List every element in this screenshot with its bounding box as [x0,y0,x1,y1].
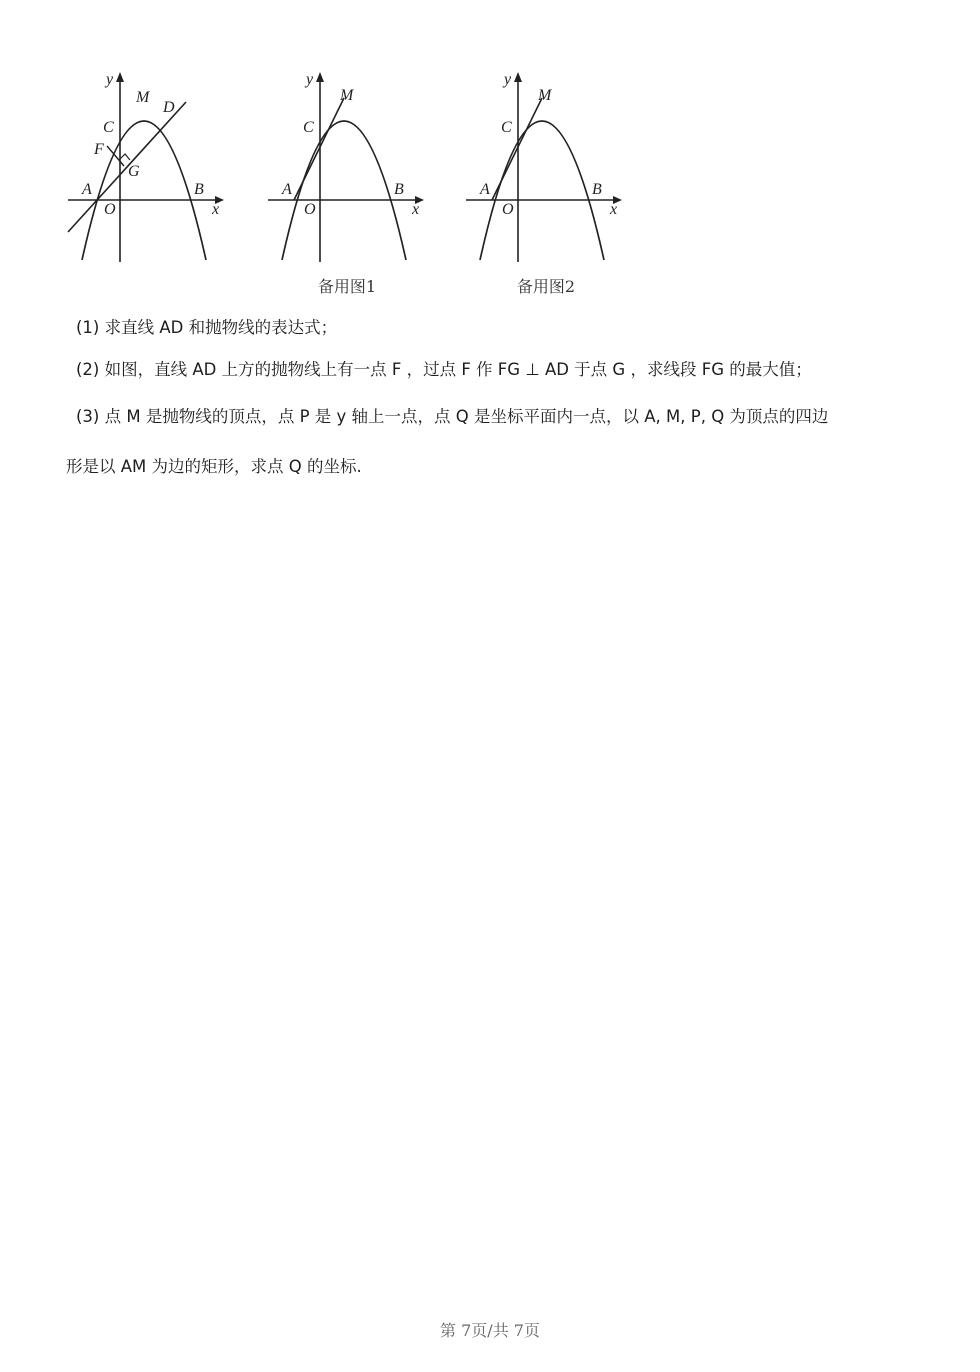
y-axis-arrow [316,72,324,82]
caption-backup-2: 备用图2 [516,277,576,296]
figure-main [62,62,232,302]
label-x: x [412,201,420,218]
label-b: B [394,181,404,198]
parabola [282,121,406,260]
label-c: C [103,119,114,136]
parabola [480,121,604,260]
page-footer: 第 7页/共 7页 [440,1321,540,1340]
label-x: x [610,201,618,218]
label-y: y [106,71,114,88]
label-b: B [592,181,602,198]
label-c: C [501,119,512,136]
label-o: O [304,201,316,218]
figure-main-graph [62,62,232,272]
label-g: G [128,163,140,180]
label-m: M [538,87,552,104]
label-x: x [212,201,220,218]
question-2: (2) 如图，直线 AD 上方的抛物线上有一点 F ，过点 F 作 FG ⊥ AD 于点 G ，求线段 FG 的最大值； [76,360,812,379]
label-a: A [82,181,92,198]
label-y: y [504,71,512,88]
line-ad [68,102,186,232]
label-d: D [163,99,175,116]
question-3-continued: 形是以 AM 为边的矩形，求点 Q 的坐标. [66,457,362,476]
figure-backup-2-graph [460,62,630,272]
label-a: A [480,181,490,198]
label-o: O [104,201,116,218]
label-a: A [282,181,292,198]
label-m: M [136,89,150,106]
y-axis-arrow [514,72,522,82]
figure-backup-1-graph [262,62,432,272]
caption-backup-1: 备用图1 [317,277,377,296]
label-f: F [94,141,104,158]
label-b: B [194,181,204,198]
label-m: M [340,87,354,104]
figure-backup-1 [262,62,432,302]
y-axis-arrow [116,72,124,82]
segment-am [492,98,542,200]
question-3: (3) 点 M 是抛物线的顶点，点 P 是 y 轴上一点，点 Q 是坐标平面内一点，以 A, M, P, Q 为顶点的四边 [76,407,829,426]
segment-am [294,98,344,200]
label-o: O [502,201,514,218]
figure-backup-2 [460,62,630,302]
label-y: y [306,71,314,88]
label-c: C [303,119,314,136]
question-1: (1) 求直线 AD 和抛物线的表达式； [76,318,338,337]
